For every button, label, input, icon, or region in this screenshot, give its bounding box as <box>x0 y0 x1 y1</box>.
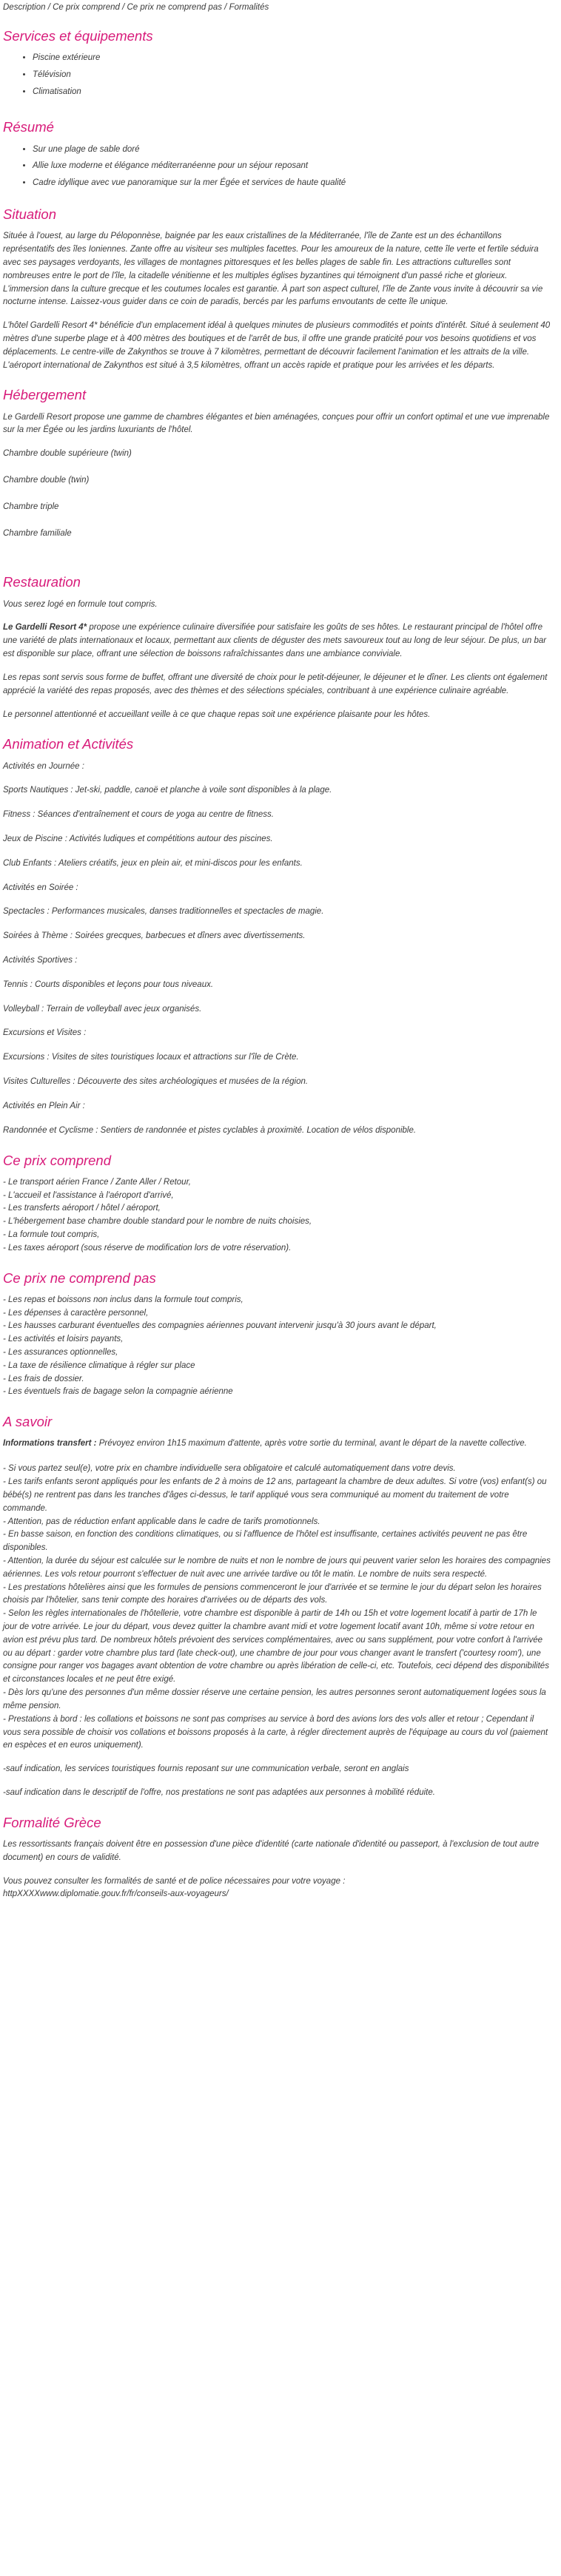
activity-line: Sports Nautiques : Jet-ski, paddle, canoë et planche à voile sont disponibles à la plage. <box>3 786 332 795</box>
activity-line: Activités en Soirée : <box>3 883 78 892</box>
activity-line: Randonnée et Cyclisme : Sentiers de randonnée et pistes cyclables à proximité. Location de vélos disponible. <box>3 1125 417 1135</box>
services-list <box>3 52 552 98</box>
diplomatie-link[interactable]: httpXXXXwww.diplomatie.gouv.fr/fr/conseils-aux-voyageurs/ <box>3 1889 229 1899</box>
list-item: - Si vous partez seul(e), votre prix en chambre individuelle sera obligatoire et calculé automatiquement dans votre devis. <box>3 1464 456 1474</box>
activity-line: Club Enfants : Ateliers créatifs, jeux en plein air, et mini-discos pour les enfants. <box>3 858 303 868</box>
restauration-paragraph: Le personnel attentionné et accueillant veille à ce que chaque repas soit une expérience plaisante pour les hôtes. <box>3 709 431 719</box>
list-item: - L'accueil et l'assistance à l'aéroport d'arrivé, <box>3 1190 174 1200</box>
list-item: - Les transferts aéroport / hôtel / aéroport, <box>3 1204 161 1213</box>
tab-prix-comprend[interactable]: Ce prix comprend <box>53 3 120 12</box>
list-item: - Prestations à bord : les collations et boissons ne sont pas comprises au service à bord des avions lors des vols aller et retour ; Cependant il vous sera possible de choisir vos collations et boissons proposés à la carte, à régler directement auprès de l'équipage au cours du vol (paiement en espèces et en euros uniquement). <box>3 1714 548 1750</box>
list-item: - Dès lors qu'une des personnes d'un même dossier réserve une certaine pension, les autres personnes seront automatiquement logées sous la même pension. <box>3 1688 546 1710</box>
formalite-paragraph: Les ressortissants français doivent être en possession d'une pièce d'identité (carte nationale d'identité ou passeport, à l'exclusion de tout autre document) en cours de validité. <box>3 1839 540 1862</box>
a-savoir-list <box>3 1463 552 1753</box>
list-item: - En basse saison, en fonction des conditions climatiques, ou si l'affluence de l'hôtel est insuffisante, certaines activités peuvent ne pas être disponibles. <box>3 1530 528 1553</box>
restauration-paragraph <box>3 621 552 661</box>
list-item: - Les hausses carburant éventuelles des compagnies aériennes pouvant intervenir jusqu'à 30 jours avant le départ, <box>3 1321 437 1331</box>
list-item: - Les tarifs enfants seront appliqués pour les enfants de 2 à moins de 12 ans, partageant la chambre de deux adultes. Si votre (vos) enfant(s) ou bébé(s) ne rentrent pas dans les tranches d'âges ci-dessus, le tarif appliqué vous sera communiqué au moment du traitement de votre commande. <box>3 1477 547 1513</box>
list-item: - Les frais de dossier. <box>3 1374 84 1383</box>
formalite-consult <box>3 1875 552 1902</box>
activity-line: Fitness : Séances d'entraînement et cours de yoga au centre de fitness. <box>3 810 274 820</box>
formalite-text: Vous pouvez consulter les formalités de santé et de police nécessaires pour votre voyage : <box>3 1876 346 1886</box>
list-item: - Attention, la durée du séjour est calculée sur le nombre de nuits et non le nombre de jours qui peuvent varier selon les horaires des compagnies aériennes. Les vols retour pourront s'effectuer de nuit avec une arrivée tardive ou tôt le matin. Le nombre de nuits sera respecté. <box>3 1556 551 1579</box>
section-tabs <box>3 1 552 15</box>
prix-ne-comprend-list <box>3 1294 552 1400</box>
activity-line: Jeux de Piscine : Activités ludiques et compétitions autour des piscines. <box>3 834 273 843</box>
activity-line: Activités en Plein Air : <box>3 1101 85 1110</box>
activity-line: Tennis : Courts disponibles et leçons pour tous niveaux. <box>3 980 214 989</box>
tab-prix-ne-comprend[interactable]: Ce prix ne comprend pas <box>127 3 222 12</box>
restauration-heading: Restauration <box>3 574 81 590</box>
activity-line: Volleyball : Terrain de volleyball avec jeux organisés. <box>3 1004 202 1014</box>
list-item: • Sur une plage de sable doré <box>33 144 552 157</box>
resume-heading: Résumé <box>3 119 54 135</box>
list-item: • Piscine extérieure <box>33 52 552 65</box>
list-item: - Les repas et boissons non inclus dans la formule tout compris, <box>3 1295 243 1304</box>
tab-formalites[interactable]: Formalités <box>229 3 269 12</box>
activity-line: Spectacles : Performances musicales, danses traditionnelles et spectacles de magie. <box>3 907 324 917</box>
tab-separator: / <box>47 3 53 12</box>
prix-comprend-heading: Ce prix comprend <box>3 1152 112 1168</box>
list-item: - Les prestations hôtelières ainsi que les formules de pensions commenceront le jour d'arrivée et se termine le jour du départ selon les horaires choisis par l'hôtelier, sans tenir compte des horaires d'arrivées ou de départs des vols. <box>3 1582 542 1605</box>
transfert-label: Informations transfert : <box>3 1439 97 1449</box>
list-item: • Allie luxe moderne et élégance méditerranéenne pour un séjour reposant <box>33 160 552 173</box>
prix-ne-comprend-heading: Ce prix ne comprend pas <box>3 1270 156 1286</box>
tab-separator: / <box>221 3 229 12</box>
restauration-paragraph: Vous serez logé en formule tout compris. <box>3 599 158 609</box>
list-item: - Les taxes aéroport (sous réserve de modification lors de votre réservation). <box>3 1243 292 1252</box>
room-type: Chambre familiale <box>3 528 72 538</box>
services-heading: Services et équipements <box>3 27 153 44</box>
room-type: Chambre double (twin) <box>3 476 90 485</box>
situation-paragraph: Située à l'ouest, au large du Péloponnèse, baignée par les eaux cristallines de la Méditerranée, l'île de Zante est un des échantillons représentatifs des îles Ioniennes. Zante offre au visiteur ses multiples facettes. Pour les amoureux de la nature, cette île verte et fertile séduira avec ses paysages verdoyants, les villages de montagnes pittoresques et les belles plages de sable fin. Les attractions culturelles sont nombreuses entre le port de l'île, la citadelle vénitienne et les multiples églises byzantines qui témoignent d'un passé riche et glorieux. L'immersion dans la culture grecque et les coutumes locales est garantie. À part son aspect culturel, l'île de Zante vous invite à découvrir sa vie nocturne intense. Laissez-vous guider dans ce coin de paradis, bercés par les parfums envoutants de cette île unique. <box>3 232 543 307</box>
room-type: Chambre triple <box>3 502 59 511</box>
list-item: • Climatisation <box>33 86 552 99</box>
list-item: • Cadre idyllique avec vue panoramique sur la mer Égée et services de haute qualité <box>33 177 552 190</box>
animation-heading: Animation et Activités <box>3 736 134 752</box>
list-item: - Les éventuels frais de bagage selon la compagnie aérienne <box>3 1387 233 1397</box>
list-item: - Les activités et loisirs payants, <box>3 1335 124 1344</box>
transfert-info <box>3 1437 552 1451</box>
situation-paragraph: L'hôtel Gardelli Resort 4* bénéficie d'un emplacement idéal à quelques minutes de plusieurs commodités et points d'intérêt. Situé à seulement 40 mètres d'une superbe plage et à 400 mètres des boutiques et de l'arrêt de bus, il offre une grande praticité pour vos besoins quotidiens et vos déplacements. Le centre-ville de Zakynthos se trouve à 7 kilomètres, permettant de découvrir facilement l'animation et les attraits de la ville. L'aéroport international de Zakynthos est situé à 3,5 kilomètres, offrant un accès rapide et pratique pour les arrivées et les départs. <box>3 321 551 370</box>
activity-line: Activités en Journée : <box>3 761 84 771</box>
hotel-name: Le Gardelli Resort 4* <box>3 623 87 633</box>
list-item: - Selon les règles internationales de l'hôtellerie, votre chambre est disponible à partir de 14h ou 15h et votre logement locatif à partir de 17h le jour de votre arrivée. Le jour du départ, vous devez quitter la chambre avant midi et votre logement locatif avant 10h, même si votre retour en avion est prévu plus tard. De nombreux hôtels prévoient des services complémentaires, avec ou sans supplément, pour votre confort à l'arrivée ou au départ : garder votre chambre plus tard (late check-out), une chambre de jour pour vous changer avant le transfert ('courtesy room'), une consigne pour ranger vos bagages avant obtention de votre chambre ou après libération de celle-ci, etc. Toutefois, ceci dépend des disponibilités et circonstances locales et ne peut être exigé. <box>3 1609 549 1685</box>
list-item: • Télévision <box>33 69 552 82</box>
note: -sauf indication dans le descriptif de l'offre, nos prestations ne sont pas adaptées aux personnes à mobilité réduite. <box>3 1787 435 1797</box>
prix-comprend-list <box>3 1176 552 1255</box>
tab-description[interactable]: Description <box>3 3 46 12</box>
list-item: - Les dépenses à caractère personnel, <box>3 1308 149 1318</box>
restauration-paragraph: Les repas sont servis sous forme de buffet, offrant une diversité de choix pour le petit-déjeuner, le déjeuner et le dîner. Les clients ont également apprécié la variété des repas proposés, avec des thèmes et des sélections spéciales, contribuant à une expérience culinaire agréable. <box>3 672 548 695</box>
a-savoir-heading: A savoir <box>3 1414 53 1430</box>
list-item: - L'hébergement base chambre double standard pour le nombre de nuits choisies, <box>3 1217 312 1227</box>
activity-line: Visites Culturelles : Découverte des sites archéologiques et musées de la région. <box>3 1077 309 1087</box>
list-item: - La formule tout compris, <box>3 1230 100 1239</box>
restauration-text: propose une expérience culinaire diversifiée pour satisfaire les goûts de ses hôtes. Le restaurant principal de l'hôtel offre une variété de plats internationaux et locaux, permettant aux clients de déguster des mets savoureux tout au long de leur séjour. De plus, un bar est disponible sur place, offrant une sélection de boissons rafraîchissantes dans une ambiance conviviale. <box>3 623 547 659</box>
list-item: - Attention, pas de réduction enfant applicable dans le cadre de tarifs promotionnels. <box>3 1517 320 1526</box>
activity-line: Excursions et Visites : <box>3 1028 87 1038</box>
transfert-text: Prévoyez environ 1h15 maximum d'attente, après votre sortie du terminal, avant le départ de la navette collective. <box>96 1439 527 1449</box>
formalite-heading: Formalité Grèce <box>3 1814 101 1830</box>
situation-heading: Situation <box>3 206 56 223</box>
activity-line: Activités Sportives : <box>3 956 78 965</box>
activity-line: Soirées à Thème : Soirées grecques, barbecues et dîners avec divertissements. <box>3 931 306 941</box>
resume-list <box>3 144 552 190</box>
tab-separator: / <box>119 3 127 12</box>
list-item: - Les assurances optionnelles, <box>3 1348 118 1357</box>
list-item: - La taxe de résilience climatique à régler sur place <box>3 1361 195 1370</box>
list-item: - Le transport aérien France / Zante Aller / Retour, <box>3 1177 191 1187</box>
activity-line: Excursions : Visites de sites touristiques locaux et attractions sur l'île de Crète. <box>3 1053 299 1062</box>
hebergement-intro: Le Gardelli Resort propose une gamme de chambres élégantes et bien aménagées, conçues pour offrir un confort optimal et une vue imprenable sur la mer Égée ou les jardins luxuriants de l'hôtel. <box>3 412 550 435</box>
room-type: Chambre double supérieure (twin) <box>3 449 132 459</box>
hebergement-heading: Hébergement <box>3 387 87 403</box>
note: -sauf indication, les services touristiques fournis reposant sur une communication verbale, seront en anglais <box>3 1764 409 1774</box>
